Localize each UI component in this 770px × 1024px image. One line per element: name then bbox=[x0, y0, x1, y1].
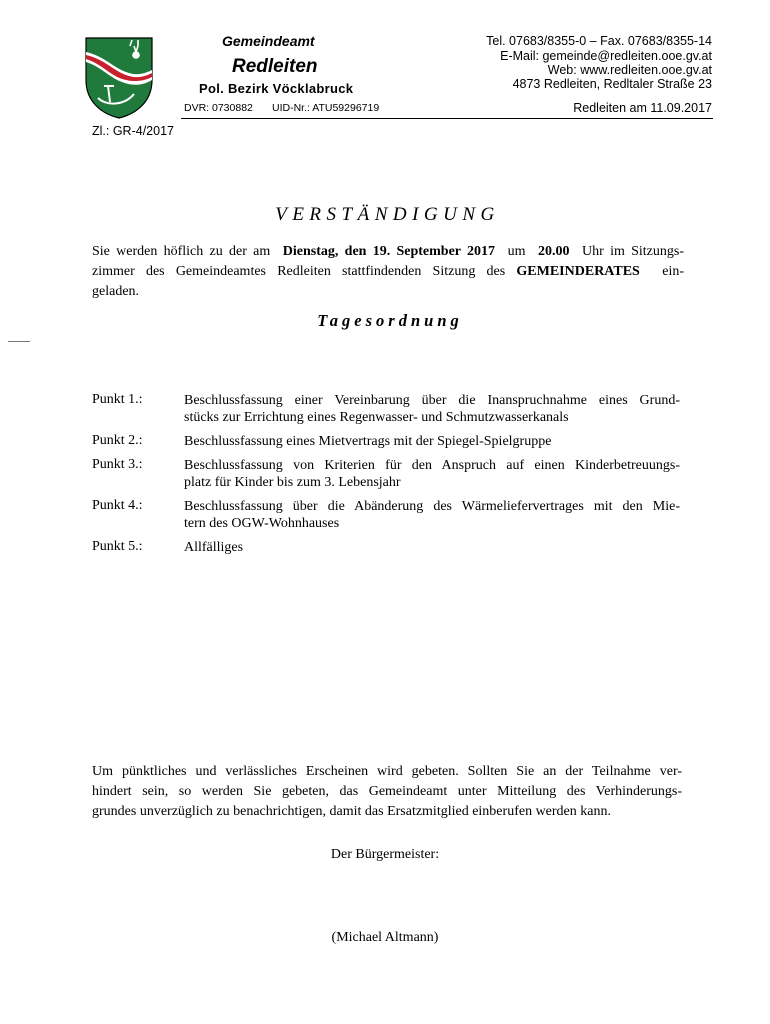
office-name: Gemeindeamt bbox=[222, 33, 315, 49]
municipal-coat-of-arms bbox=[84, 36, 154, 120]
uid-number: UID-Nr.: ATU59296719 bbox=[272, 102, 380, 114]
agenda-item-label: Punkt 1.: bbox=[92, 392, 143, 407]
agenda-item-text: Allfälliges bbox=[184, 540, 244, 555]
town-name: Redleiten bbox=[232, 56, 318, 77]
invitation-line: zimmer des Gemeindeamtes Redleiten stattfindenden Sitzung des GEMEINDERATES ein- bbox=[92, 264, 685, 279]
agenda-item-label: Punkt 5.: bbox=[92, 539, 143, 554]
dvr-number: DVR: 0730882 bbox=[184, 102, 253, 114]
agenda-item-label: Punkt 3.: bbox=[92, 457, 143, 472]
document-title: VERSTÄNDIGUNG bbox=[275, 204, 500, 225]
postal-address: 4873 Redleiten, Redltaler Straße 23 bbox=[512, 77, 712, 91]
phone-fax: Tel. 07683/8355-0 – Fax. 07683/8355-14 bbox=[486, 34, 712, 48]
agenda-item-text: Beschlussfassung einer Vereinbarung über die Inanspruchnahme eines Grund- stücks zur Errichtung eines Regenwasser- und Schmutzwasserkanals bbox=[184, 393, 680, 425]
agenda-item-text: Beschlussfassung über die Abänderung des Wärmeliefervertrages mit den Mie- tern des OGW-Wohnhauses bbox=[184, 499, 680, 531]
signer-name: (Michael Altmann) bbox=[331, 930, 439, 945]
closing-paragraph: Um pünktliches und verlässliches Erscheinen wird gebeten. Sollten Sie an der Teilnahme ver- hindert sein, so werden Sie gebeten, das Gemeindeamt unter Mitteilung des Verhinderungs- grundes unverzüglich zu benachrichtigen, damit das Ersatzmitglied einberufen werden kann. bbox=[92, 764, 682, 819]
invitation-line: geladen. bbox=[92, 284, 140, 299]
agenda-item-text: Beschlussfassung eines Mietvertrags mit der Spiegel-Spielgruppe bbox=[184, 434, 552, 449]
signoff-title: Der Bürgermeister: bbox=[330, 847, 440, 862]
website: Web: www.redleiten.ooe.gv.at bbox=[547, 63, 712, 77]
email-address: E-Mail: gemeinde@redleiten.ooe.gv.at bbox=[500, 49, 712, 63]
agenda-item-label: Punkt 4.: bbox=[92, 498, 143, 513]
header-divider bbox=[181, 118, 713, 119]
agenda-heading: Tagesordnung bbox=[317, 311, 463, 330]
agenda-item-text: Beschlussfassung von Kriterien für den Anspruch auf einen Kinderbetreuungs- platz für Kinder bis zum 3. Lebensjahr bbox=[184, 458, 680, 490]
invitation-paragraph bbox=[92, 242, 684, 302]
agenda-item-label: Punkt 2.: bbox=[92, 433, 143, 448]
district-name: Pol. Bezirk Vöcklabruck bbox=[199, 81, 354, 96]
invitation-line: Sie werden höflich zu der am Dienstag, den 19. September 2017 um 20.00 Uhr im Sitzungs- bbox=[92, 244, 685, 259]
document-date: Redleiten am 11.09.2017 bbox=[573, 101, 712, 115]
reference-number: Zl.: GR-4/2017 bbox=[92, 124, 174, 138]
margin-mark bbox=[8, 341, 30, 342]
